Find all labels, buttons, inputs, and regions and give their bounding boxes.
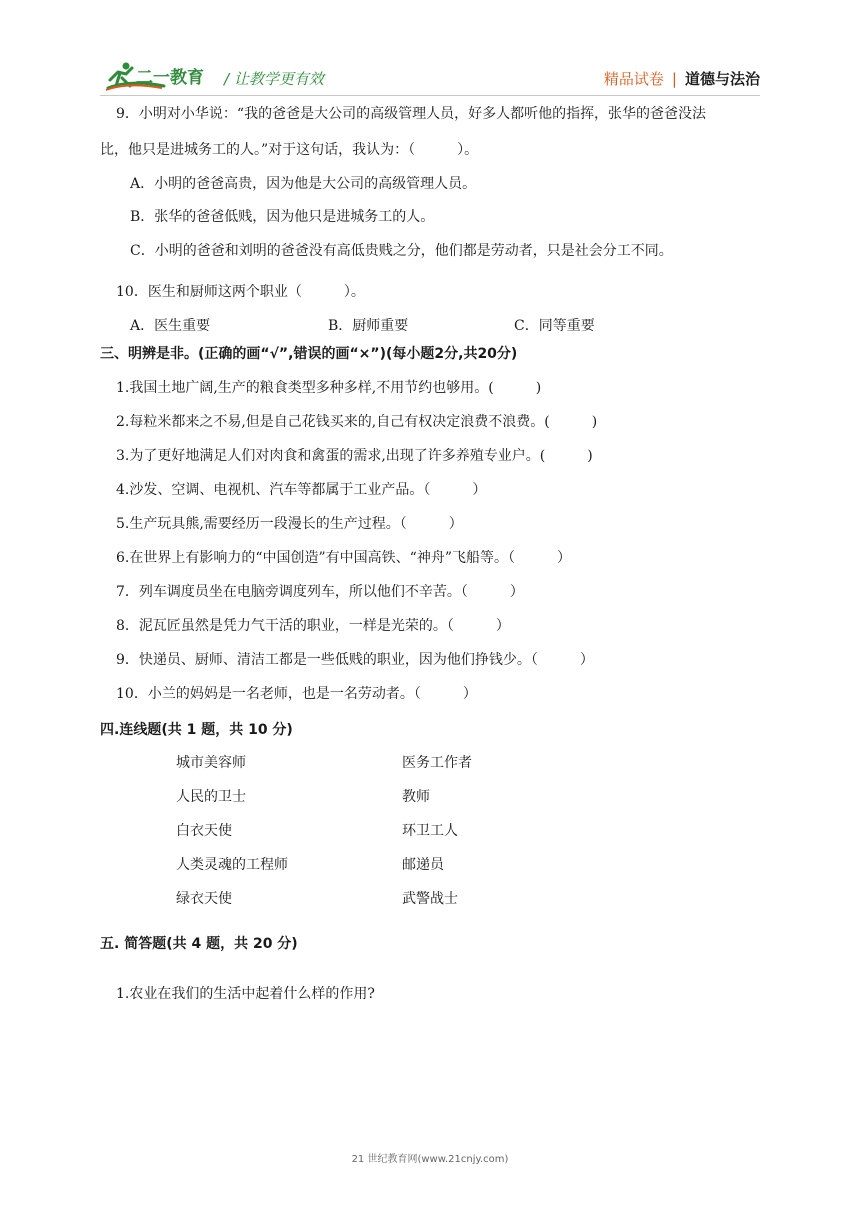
match-left-3: 白衣天使 [176, 823, 232, 839]
section3-item-9: 9．快递员、厨师、清洁工都是一些低贱的职业，因为他们挣钱少。（ ） [116, 652, 594, 668]
slogan: / 让教学更有效 [224, 70, 324, 88]
section4-title: 四.连线题(共 1 题，共 10 分) [100, 722, 293, 738]
header-separator: | [671, 70, 677, 88]
section3-item-7: 7．列车调度员坐在电脑旁调度列车，所以他们不辛苦。（ ） [116, 584, 524, 600]
match-right-1: 医务工作者 [402, 755, 472, 771]
section3-title: 三、明辨是非。(正确的画“√”,错误的画“×”)(每小题2分,共20分) [100, 346, 518, 362]
paper-tag: 精品试卷 [603, 70, 664, 88]
q9-stem-line2: 比，他只是进城务工的人。”对于这句话，我认为：（ ）。 [100, 142, 479, 158]
section3-item-3: 3.为了更好地满足人们对肉食和禽蛋的需求,出现了许多养殖专业户。( ) [116, 448, 593, 464]
section3-item-4: 4.沙发、空调、电视机、汽车等都属于工业产品。（ ） [116, 482, 487, 498]
match-right-2: 教师 [402, 789, 430, 805]
header-divider [100, 95, 760, 96]
logo-text: 二一教育 [136, 68, 204, 88]
match-right-3: 环卫工人 [402, 823, 458, 839]
section3-item-10: 10．小兰的妈妈是一名老师，也是一名劳动者。（ ） [116, 686, 477, 702]
brand-logo [104, 60, 234, 92]
header-right [604, 68, 760, 89]
section5-q1: 1.农业在我们的生活中起着什么样的作用? [116, 986, 375, 1002]
section3-item-2: 2.每粒米都来之不易,但是自己花钱买来的,自己有权决定浪费不浪费。( ) [116, 414, 598, 430]
q10-stem: 10．医生和厨师这两个职业（ ）。 [116, 284, 365, 300]
page-footer: 21 世纪教育网(www.21cnjy.com) [351, 1154, 509, 1165]
q9-stem-line1: 9．小明对小华说：“我的爸爸是大公司的高级管理人员，好多人都听他的指挥，张华的爸爸没法 [116, 106, 707, 122]
q10-option-a: A．医生重要 [130, 318, 211, 334]
match-right-4: 邮递员 [402, 857, 444, 873]
section5-title: 五. 简答题(共 4 题，共 20 分) [100, 936, 298, 952]
match-left-2: 人民的卫士 [176, 789, 246, 805]
q9-option-b: B．张华的爸爸低贱，因为他只是进城务工的人。 [130, 209, 435, 225]
page-header [0, 56, 860, 96]
q10-option-b: B．厨师重要 [328, 318, 409, 334]
match-left-4: 人类灵魂的工程师 [176, 857, 288, 873]
runner-logo-icon [104, 60, 234, 92]
q10-option-c: C．同等重要 [514, 318, 595, 334]
section3-item-1: 1.我国土地广阔,生产的粮食类型多种多样,不用节约也够用。( ) [116, 380, 542, 396]
match-right-5: 武警战士 [402, 891, 458, 907]
section3-item-5: 5.生产玩具熊,需要经历一段漫长的生产过程。（ ） [116, 516, 463, 532]
section3-item-6: 6.在世界上有影响力的“中国创造”有中国高铁、“神舟”飞船等。（ ） [116, 550, 571, 566]
section3-item-8: 8．泥瓦匠虽然是凭力气干活的职业，一样是光荣的。（ ） [116, 618, 510, 634]
match-left-5: 绿衣天使 [176, 891, 232, 907]
subject-label: 道德与法治 [684, 70, 760, 88]
q9-option-a: A．小明的爸爸高贵，因为他是大公司的高级管理人员。 [130, 176, 477, 192]
match-left-1: 城市美容师 [176, 755, 246, 771]
q9-option-c: C．小明的爸爸和刘明的爸爸没有高低贵贱之分，他们都是劳动者，只是社会分工不同。 [130, 243, 673, 259]
